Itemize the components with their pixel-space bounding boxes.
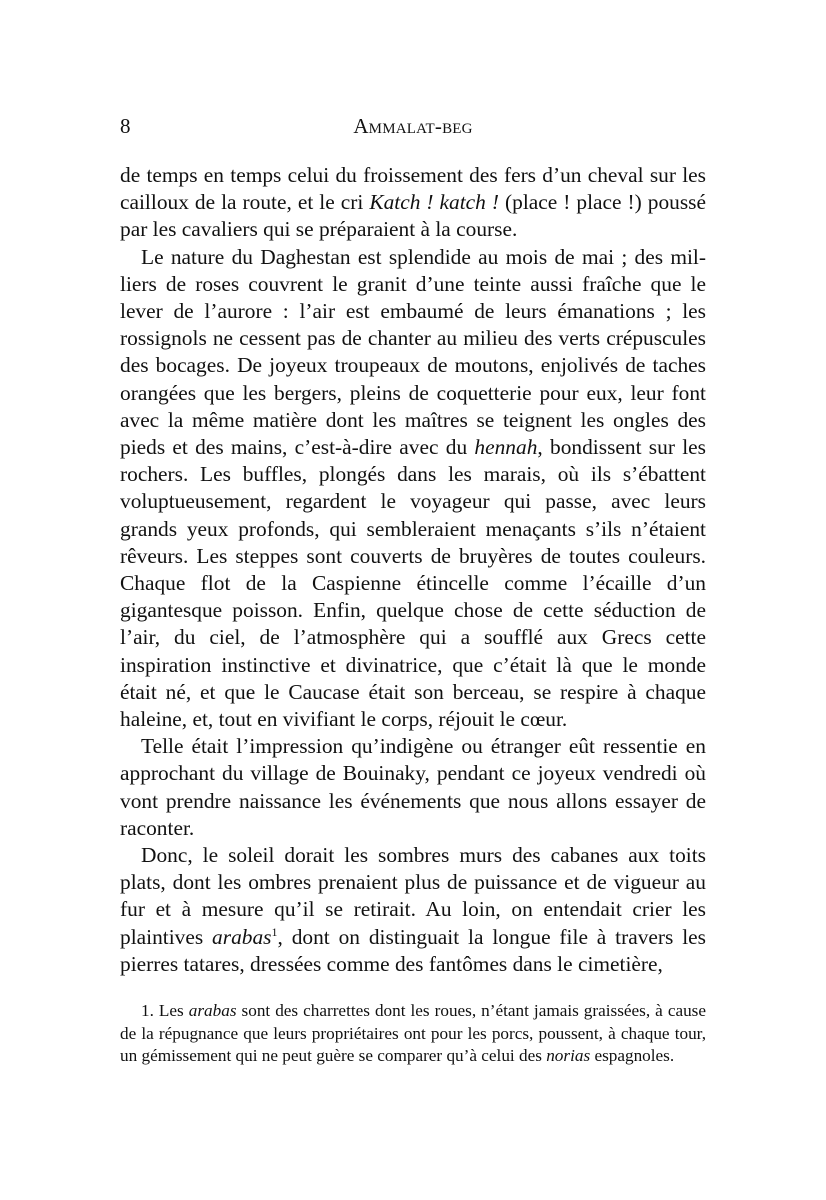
- paragraph-4: [120, 842, 706, 978]
- main-text: [120, 162, 706, 978]
- paragraph-2: [120, 244, 706, 734]
- footnote-text-c: espagnoles.: [590, 1046, 675, 1066]
- footnote-1: [120, 1000, 706, 1068]
- footnote-text-b: sont des charrettes dont les roues, n’étant jamais graissées, à cause de la répugnance que leurs propriétaires ont pour les porcs, poussent, à chaque tour, un gémissement qui ne peut guère se comparer qu’à celui des: [120, 1001, 706, 1066]
- paragraph-1-text-b: (place ! place !) poussé par les cavaliers qui se préparaient à la course.: [120, 190, 706, 242]
- paragraph-2-text-a: Le nature du Daghestan est splendide au mois de mai ; des milliers de roses couvrent le granit d’une teinte aussi fraîche que le lever de l’aurore : l’air est embaumé de leurs émanations ; les rossignols ne cessent pas de chanter au milieu des verts crépuscules des bocages. De joyeux troupeaux de moutons, enjolivés de taches orangées que les bergers, pleins de coquetterie pour eux, leur font avec la même matière dont les maîtres se teignent les ongles des pieds et des mains, c’est-à-dire avec du: [120, 244, 706, 460]
- paragraph-1-text-a: de temps en temps celui du froissement des fers d’un cheval sur les cailloux de la route, et le cri: [120, 163, 706, 215]
- paragraph-2-italic: hennah: [474, 435, 538, 460]
- footnote-reference[interactable]: 1: [271, 924, 278, 939]
- running-head-title: Ammalat-beg: [353, 114, 473, 138]
- paragraph-1: [120, 162, 706, 244]
- footnote-italic-1: arabas: [188, 1001, 237, 1020]
- paragraph-2-text-b: , bondissent sur les rochers. Les buffles, plongés dans les marais, où ils s’ébattent voluptueusement, regardent le voyageur qui passe, avec leurs grands yeux profonds, qui sembleraient menaçants s’ils n’étaient rêveurs. Les steppes sont couverts de bruyères de toutes couleurs. Chaque flot de la Caspienne étincelle comme l’écaille d’un gigantesque poisson. Enfin, quelque chose de cette séduction de l’air, du ciel, de l’atmosphère qui a soufflé aux Grecs cette inspiration instinctive et divinatrice, que c’était là que le monde était né, et que le Caucase était son berceau, se respire à chaque haleine, et, tout en vivifiant le corps, réjouit le cœur.: [120, 435, 706, 732]
- paragraph-3: Telle était l’impression qu’indigène ou étranger eût ressentie en approchant du village de Bouinaky, pendant ce joyeux vendredi où vont prendre naissance les événements que nous allons essayer de raconter.: [120, 734, 706, 840]
- paragraph-4-text-a: Donc, le soleil dorait les sombres murs des cabanes aux toits plats, dont les ombres prenaient plus de puissance et de vigueur au fur et à mesure qu’il se retirait. Au loin, on entendait crier les plaintives: [120, 843, 706, 949]
- paragraph-4-text-b: , dont on distinguait la longue file à travers les pierres tatares, dressées comme des fantômes dans le cimetière,: [120, 924, 706, 976]
- paragraph-1-italic: Katch ! katch !: [369, 190, 499, 215]
- page-number: 8: [120, 114, 131, 138]
- footnote-text-a: 1. Les: [141, 1001, 189, 1020]
- paragraph-4-italic: arabas: [212, 924, 272, 949]
- page-header: [120, 114, 706, 138]
- footnote-italic-2: norias: [546, 1046, 591, 1066]
